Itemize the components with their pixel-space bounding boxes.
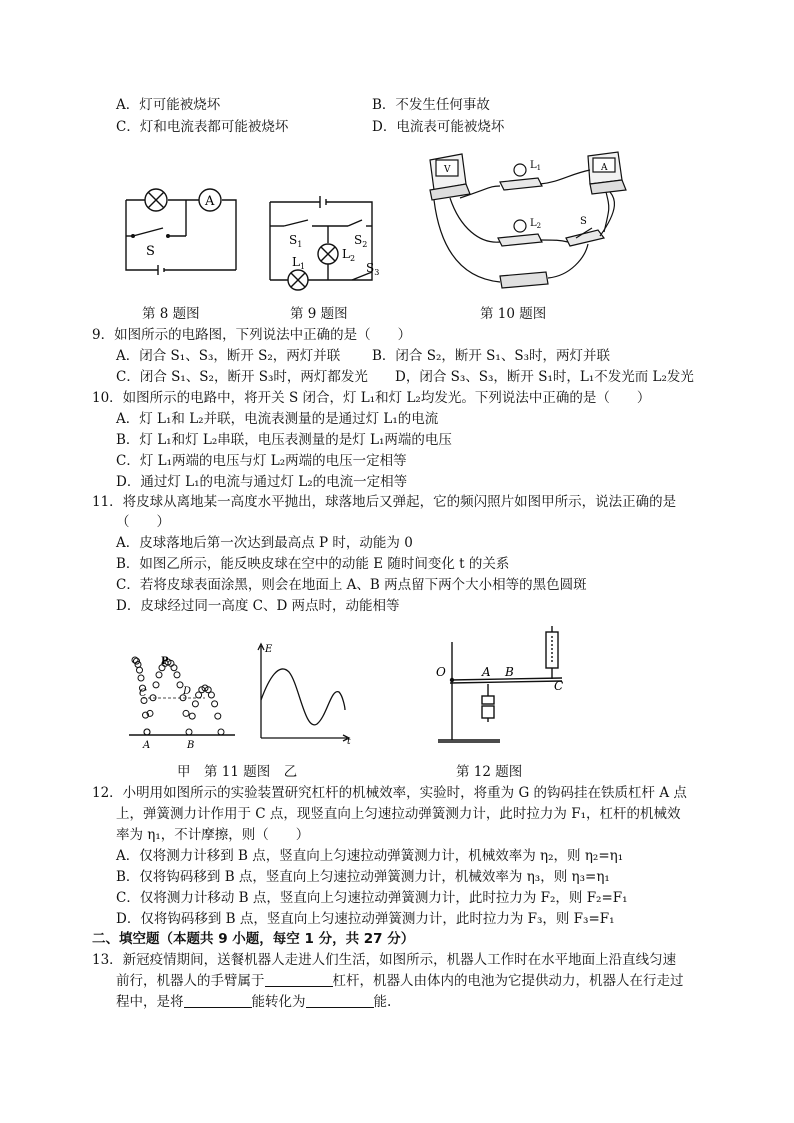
q12-stem-line1: 12．小明用如图所示的实验装置研究杠杆的机械效率，实验时，将重为 G 的钩码挂在铁质杠杆 A 点 [92,785,687,801]
fig10-switch-label: S [580,216,587,227]
fig9-s3-label: $S_3$ [366,261,380,277]
figure-12-lever-apparatus [430,622,580,750]
fig11-a-label: A [143,740,151,751]
q11-answer-paren: （ ） [116,514,170,530]
strobe-ball [215,713,221,719]
q8-option-a: A．灯可能被烧坏 [116,97,221,113]
fig9-l2-label: $L_2$ [342,247,356,263]
q11-option-a: A．皮球落地后第一次达到最高点 P 时，动能为 0 [116,535,413,551]
strobe-ball [144,729,150,735]
q9-option-b: B．闭合 S₂，断开 S₁、S₃时，两灯并联 [372,348,610,364]
q13-blank-2[interactable] [184,993,252,1008]
fig8-switch-label: S [146,244,155,259]
fig11-t-axis-label: t [347,737,351,747]
figure-11b-energy-time-graph [255,640,355,745]
figure-11a-bouncing-ball [125,640,245,750]
fig11-e-axis-label: E [265,644,273,655]
fig12-b-label: B [505,665,514,679]
q12-option-c: C．仅将测力计移动 B 点，竖直向上匀速拉动弹簧测力计，此时拉力为 F₂，则 F₂=F₁ [116,890,628,906]
fig10-voltmeter-label: V [444,165,451,175]
strobe-ball [189,713,195,719]
fig12-a-label: A [482,665,491,679]
fig11-c-label: C [139,688,147,699]
q12-stem-line2: 上，弹簧测力计作用于 C 点，现竖直向上匀速拉动弹簧测力计，此时拉力为 F₁，杠杆的机械效 [116,806,681,822]
figure-10-physical-circuit [420,148,635,296]
q10-stem: 10．如图所示的电路中，将开关 S 闭合，灯 L₁和灯 L₂均发光。下列说法中正确的是（ ） [92,390,651,406]
q11-stem: 11．将皮球从离地某一高度水平抛出，球落地后又弹起，它的频闪照片如图甲所示，说法正确的是 [92,494,677,510]
q13-line2 [116,972,684,990]
fig9-s2-label: $S_2$ [354,233,368,249]
q12-option-d: D．仅将钩码移到 B 点，竖直向上匀速拉动弹簧测力计，此时拉力为 F₃，则 F₃=F₁ [116,911,615,927]
fig12-o-label: O [436,665,446,679]
q9-option-c: C．闭合 S₁、S₂，断开 S₃时，两灯都发光 [116,369,368,385]
strobe-ball [171,665,177,671]
figure-12-caption: 第 12 题图 [456,764,523,780]
strobe-ball [218,729,224,735]
strobe-ball [212,701,218,707]
figure-10-caption: 第 10 题图 [480,306,547,322]
fig11-b-label: B [187,740,195,751]
q13-line3-part1: 程中，是将 [116,994,184,1010]
figure-11-caption: 甲 第 11 题图 乙 [177,764,298,780]
strobe-ball [183,710,189,716]
strobe-ball [186,729,192,735]
strobe-ball [156,672,162,678]
figure-9-circuit [262,190,387,290]
q8-option-b: B．不发生任何事故 [372,97,490,113]
figure-8-caption: 第 8 题图 [142,306,200,322]
q9-stem: 9．如图所示的电路图，下列说法中正确的是（ ） [92,327,412,343]
q10-option-b: B．灯 L₁和灯 L₂串联，电压表测量的是灯 L₁两端的电压 [116,432,452,448]
q13-blank-1[interactable] [265,972,333,987]
q12-option-b: B．仅将钩码移到 B 点，竖直向上匀速拉动弹簧测力计，机械效率为 η₃，则 η₃=η₁ [116,869,610,885]
q13-line3-part3: 能. [373,994,392,1010]
strobe-ball [208,692,214,698]
fig8-ammeter-label: A [205,194,215,209]
figure-9-caption: 第 9 题图 [290,306,348,322]
q12-option-a: A．仅将测力计移到 B 点，竖直向上匀速拉动弹簧测力计，机械效率为 η₂，则 η₂=η₁ [116,848,624,864]
fig11-p-label: P [161,656,169,667]
q13-line3 [116,993,391,1011]
fig10-ammeter-label: A [601,163,608,173]
q13-line2-part2: 杠杆，机器人由体内的电池为它提供动力，机器人在行走过 [332,973,684,989]
strobe-ball [192,701,198,707]
strobe-ball [174,672,180,678]
q13-blank-3[interactable] [306,993,374,1008]
q8-option-c: C．灯和电流表都可能被烧坏 [116,119,289,135]
q11-option-c: C．若将皮球表面涂黑，则会在地面上 A、B 两点留下两个大小相等的黑色圆斑 [116,577,587,593]
q10-option-c: C．灯 L₁两端的电压与灯 L₂两端的电压一定相等 [116,453,407,469]
q13-line2-part1: 前行，机器人的手臂属于 [116,973,265,989]
section-2-heading: 二、填空题（本题共 9 小题，每空 1 分，共 27 分） [92,931,415,947]
fig11-d-label: D [183,686,192,697]
strobe-ball [137,667,143,673]
q13-line1: 13．新冠疫情期间，送餐机器人走进人们生活，如图所示，机器人工作时在水平地面上沿直线匀速 [92,952,677,968]
fig9-l1-label: $L_1$ [292,255,306,271]
q11-option-b: B．如图乙所示，能反映皮球在空中的动能 E 随时间变化 t 的关系 [116,556,510,572]
fig9-s1-label: $S_1$ [289,233,303,249]
q8-option-d: D．电流表可能被烧坏 [372,119,505,135]
q13-line3-part2: 能转化为 [251,994,306,1010]
strobe-ball [138,675,144,681]
fig10-l1-label: $L_1$ [530,160,542,172]
q11-option-d: D．皮球经过同一高度 C、D 两点时，动能相等 [116,598,400,614]
q9-option-d: D，闭合 S₃、S₃，断开 S₁时，L₁不发光而 L₂发光 [395,369,694,385]
q9-option-a: A．闭合 S₁、S₃，断开 S₂，两灯并联 [116,348,341,364]
fig10-l2-label: $L_2$ [530,218,542,230]
fig12-c-label: C [554,679,564,693]
strobe-ball [153,682,159,688]
q12-stem-line3: 率为 η₁，不计摩擦，则（ ） [116,827,310,843]
q10-option-d: D．通过灯 L₁的电流与通过灯 L₂的电流一定相等 [116,474,408,490]
figure-8-circuit [118,180,248,280]
q10-option-a: A．灯 L₁和 L₂并联，电流表测量的是通过灯 L₁的电流 [116,411,439,427]
